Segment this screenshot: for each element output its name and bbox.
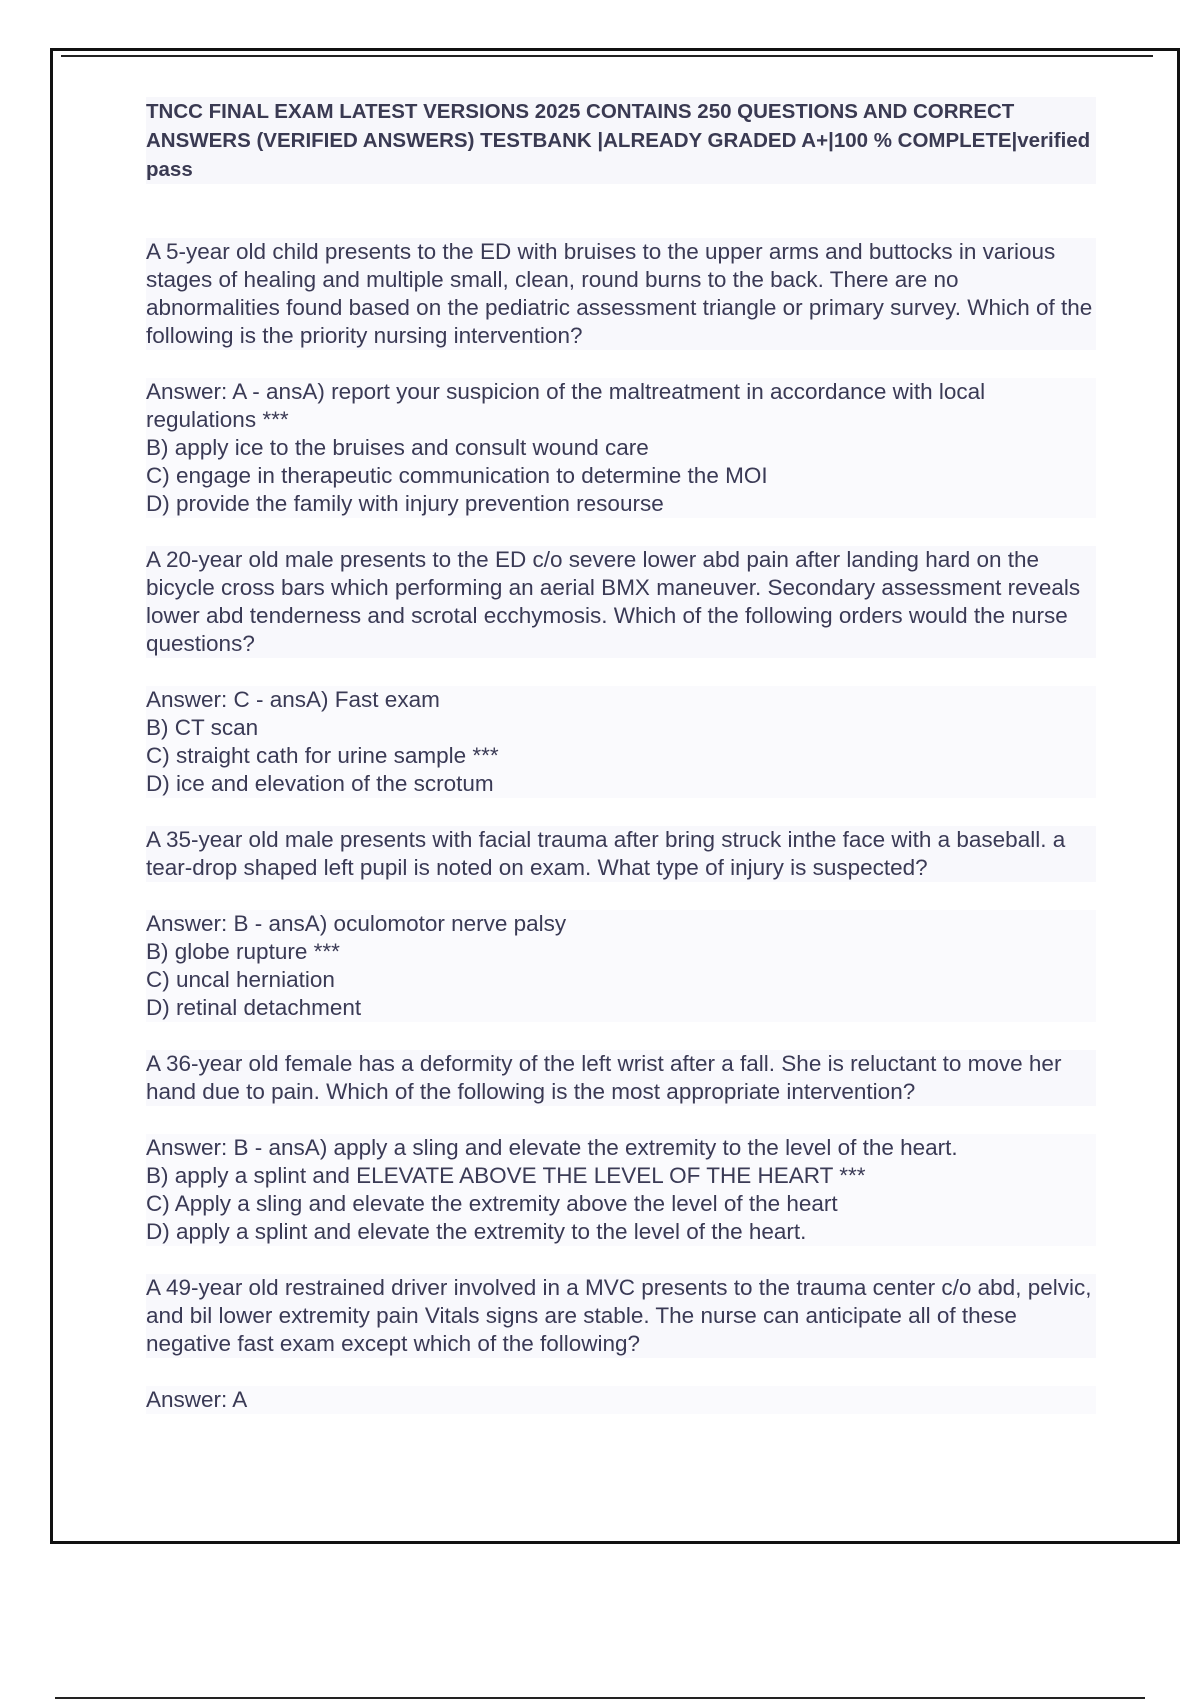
question-2: A 20-year old male presents to the ED c/o severe lower abd pain after landing hard on the bicycle cross bars which performing an aerial BMX maneuver. Secondary assessment reveals lower abd tenderness and scrotal ecchymosis. Which of the following orders would the nurse questions? [146, 546, 1096, 658]
answer-line: B) CT scan [146, 714, 1096, 742]
answer-line: Answer: A - ansA) report your suspicion of the maltreatment in accordance with local regulations *** [146, 378, 1096, 434]
answer-line: Answer: B - ansA) oculomotor nerve palsy [146, 910, 1096, 938]
answer-line: C) Apply a sling and elevate the extremity above the level of the heart [146, 1190, 1096, 1218]
answer-line: C) uncal herniation [146, 966, 1096, 994]
answer-line: C) straight cath for urine sample *** [146, 742, 1096, 770]
top-rule [61, 55, 1153, 57]
question-3: A 35-year old male presents with facial trauma after bring struck inthe face with a baseball. a tear-drop shaped left pupil is noted on exam. What type of injury is suspected? [146, 826, 1096, 882]
answer-block-2 [146, 686, 1096, 798]
answer-line: Answer: A [146, 1386, 1096, 1414]
answer-line: Answer: C - ansA) Fast exam [146, 686, 1096, 714]
answer-line: B) apply a splint and ELEVATE ABOVE THE LEVEL OF THE HEART *** [146, 1162, 1096, 1190]
answer-line: D) retinal detachment [146, 994, 1096, 1022]
answer-block-4 [146, 1134, 1096, 1246]
question-4: A 36-year old female has a deformity of the left wrist after a fall. She is reluctant to move her hand due to pain. Which of the following is the most appropriate intervention? [146, 1050, 1096, 1106]
answer-line: D) provide the family with injury prevention resourse [146, 490, 1096, 518]
answer-block-1 [146, 378, 1096, 518]
question-1: A 5-year old child presents to the ED with bruises to the upper arms and buttocks in various stages of healing and multiple small, clean, round burns to the back. There are no abnormalities found based on the pediatric assessment triangle or primary survey. Which of the following is the priority nursing intervention? [146, 238, 1096, 350]
bottom-rule [55, 1697, 1145, 1699]
document-title: TNCC FINAL EXAM LATEST VERSIONS 2025 CONTAINS 250 QUESTIONS AND CORRECT ANSWERS (VERIFIED ANSWERS) TESTBANK |ALREADY GRADED A+|100 % COMPLETE|verified pass [146, 97, 1096, 184]
answer-line: B) apply ice to the bruises and consult wound care [146, 434, 1096, 462]
answer-line: D) ice and elevation of the scrotum [146, 770, 1096, 798]
answer-line: D) apply a splint and elevate the extremity to the level of the heart. [146, 1218, 1096, 1246]
question-5: A 49-year old restrained driver involved in a MVC presents to the trauma center c/o abd, pelvic, and bil lower extremity pain Vitals signs are stable. The nurse can anticipate all of these negative fast exam except which of the following? [146, 1274, 1096, 1358]
answer-block-5 [146, 1386, 1096, 1414]
answer-block-3 [146, 910, 1096, 1022]
document-content [146, 97, 1096, 1442]
answer-line: B) globe rupture *** [146, 938, 1096, 966]
answer-line: Answer: B - ansA) apply a sling and elevate the extremity to the level of the heart. [146, 1134, 1096, 1162]
page-frame [50, 48, 1180, 1544]
answer-line: C) engage in therapeutic communication to determine the MOI [146, 462, 1096, 490]
